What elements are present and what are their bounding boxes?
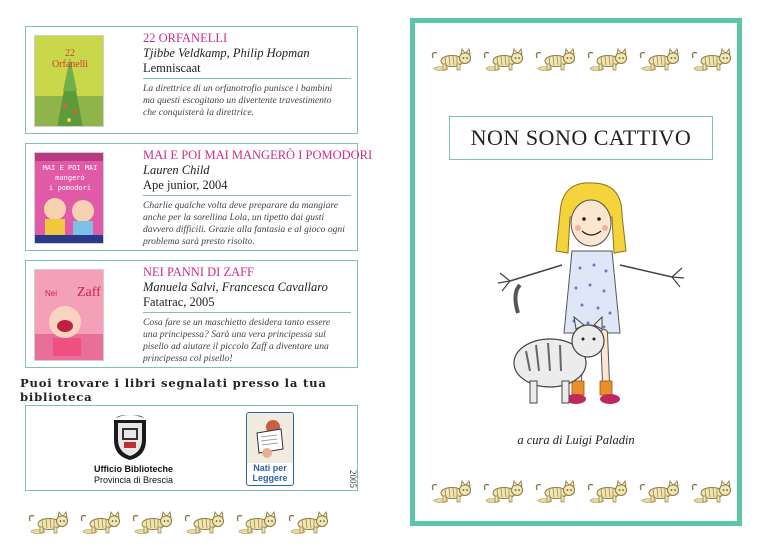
book-authors: Manuela Salvi, Francesca Cavallaro: [143, 280, 328, 294]
cover-text: Zaff: [77, 285, 101, 300]
description-line: ma questi escogitano un divertente travestimento: [143, 95, 332, 106]
book-publisher: Fatatrac, 2005: [143, 295, 215, 309]
cat-icon: [637, 479, 689, 505]
book-entry-zaff: [25, 260, 358, 368]
description-line: problema sarà presto risolto.: [143, 236, 255, 247]
cover-text: 22: [65, 48, 75, 59]
cat-icon: [78, 510, 130, 536]
publication-year: 2005: [348, 470, 358, 488]
cat-icon: [429, 479, 481, 505]
cat-border-bottom-left: [26, 510, 338, 536]
curator-credit: a cura di Luigi Paladin: [517, 433, 635, 447]
cover-text: i pomodori: [48, 184, 92, 192]
cat-icon: [585, 479, 637, 505]
book-title: MAI E POI MAI MANGERÒ I POMODORI: [143, 148, 373, 162]
front-cover: [410, 18, 742, 526]
book-description: [143, 83, 355, 119]
description-line: una principessa? Sarà una vera principessa sul: [143, 329, 326, 340]
description-line: Charlie qualche volta deve preparare da mangiare: [143, 200, 339, 211]
cat-icon: [130, 510, 182, 536]
description-line: anche per la sorellina Lola, un tipetto dai gusti: [143, 212, 325, 223]
description-line: Cosa fare se un maschietto desidera tanto essere: [143, 317, 331, 328]
description-line: che conquisterà la direttrice.: [143, 107, 255, 118]
cat-icon: [429, 47, 481, 73]
cat-icon: [585, 47, 637, 73]
cover-text: Nei: [45, 289, 58, 298]
office-subtitle: Provincia di Brescia: [94, 475, 174, 485]
office-name: Ufficio Biblioteche: [94, 464, 174, 474]
cat-icon: [689, 479, 741, 505]
description-line: La direttrice di un orfanotrofio punisce i bambini: [143, 83, 333, 94]
divider: [143, 312, 351, 313]
description-line: davvero difficili. Grazie alla fantasia e al gioco ogni: [143, 224, 345, 235]
cat-icon: [533, 479, 585, 505]
cat-icon: [481, 47, 533, 73]
cover-title: NON SONO CATTIVO: [470, 125, 692, 150]
book-entry-orfanelli: [25, 26, 358, 134]
book-cover-zaff: [34, 269, 104, 361]
girl-and-cat-illustration: [490, 173, 690, 427]
book-cover-orfanelli: [34, 35, 104, 127]
cat-icon: [637, 47, 689, 73]
book-publisher: Lemniscaat: [143, 61, 201, 75]
cat-border-top: [429, 47, 741, 73]
book-description: [143, 200, 355, 248]
cat-icon: [533, 47, 585, 73]
book-authors: Lauren Child: [143, 163, 210, 177]
description-line: principessa col pisello!: [143, 353, 233, 364]
cat-icon: [481, 479, 533, 505]
cat-icon: [182, 510, 234, 536]
book-title: 22 ORFANELLI: [143, 31, 228, 45]
book-authors: Tjibbe Veldkamp, Philip Hopman: [143, 46, 310, 60]
description-line: pisello ad aiutare il piccolo Zaff a diventare una: [143, 341, 329, 352]
nati-label-line: Nati per: [253, 463, 287, 473]
cat-border-bottom: [429, 479, 741, 505]
book-description: [143, 317, 355, 365]
book-title: NEI PANNI DI ZAFF: [143, 265, 255, 279]
library-availability-note: Puoi trovare i libri segnalati presso la tua biblioteca: [20, 376, 327, 404]
nati-per-leggere-logo: [246, 412, 294, 486]
cover-text: Orfanelli: [51, 59, 89, 70]
cat-icon: [234, 510, 286, 536]
divider: [143, 78, 351, 79]
cat-icon: [26, 510, 78, 536]
cover-text: mangerò: [55, 174, 85, 182]
book-cover-pomodori: [34, 152, 104, 244]
cat-icon: [689, 47, 741, 73]
book-publisher: Ape junior, 2004: [143, 178, 228, 192]
cover-title-frame: [449, 116, 713, 160]
cat-icon: [286, 510, 338, 536]
province-crest-icon: [110, 412, 150, 466]
cover-text: MAI E POI MAI: [42, 164, 98, 172]
sponsor-logos: [25, 405, 358, 491]
book-entry-pomodori: [25, 143, 373, 251]
divider: [143, 195, 351, 196]
nati-label-line: Leggere: [252, 473, 288, 483]
